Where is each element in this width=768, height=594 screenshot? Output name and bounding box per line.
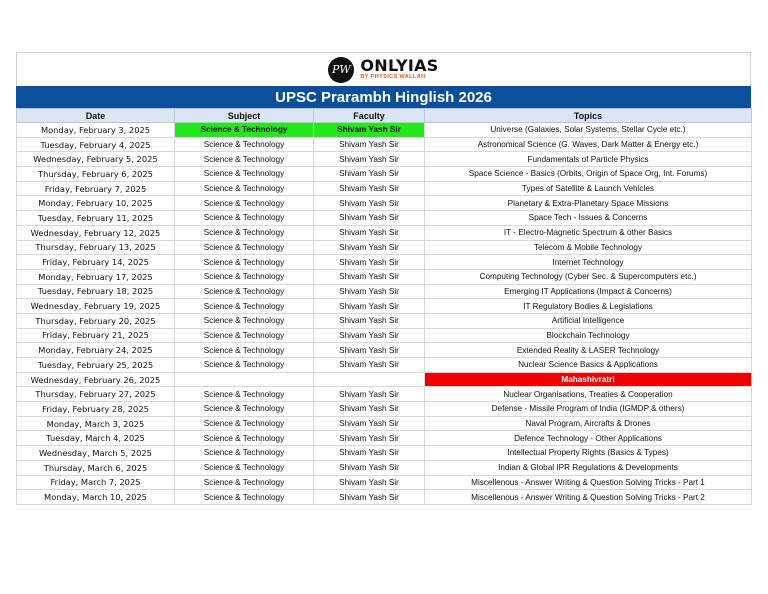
- topic-cell: Extended Reality & LASER Technology: [425, 343, 752, 358]
- topic-cell: Defense - Missile Program of India (IGMDP & others): [425, 402, 752, 417]
- subject-cell: Science & Technology: [175, 431, 314, 446]
- table-row: [17, 167, 752, 182]
- date-cell: Friday, February 14, 2025: [17, 255, 175, 270]
- topic-cell: Defence Technology - Other Applications: [425, 431, 752, 446]
- topic-cell: Space Tech - Issues & Concerns: [425, 211, 752, 226]
- table-header-row: [17, 109, 752, 123]
- subject-cell: [175, 372, 314, 387]
- subject-cell: Science & Technology: [175, 284, 314, 299]
- topic-cell: Blockchain Technology: [425, 328, 752, 343]
- topic-cell: Planetary & Extra-Planetary Space Missions: [425, 196, 752, 211]
- date-cell: Wednesday, March 5, 2025: [17, 446, 175, 461]
- topic-cell: IT Regulatory Bodies & Legislations: [425, 299, 752, 314]
- topic-cell: Astronomical Science (G. Waves, Dark Matter & Energy etc.): [425, 137, 752, 152]
- topic-cell: Emerging IT Applications (Impact & Concerns): [425, 284, 752, 299]
- date-cell: Tuesday, February 18, 2025: [17, 284, 175, 299]
- subject-cell: Science & Technology: [175, 123, 314, 138]
- faculty-cell: Shivam Yash Sir: [314, 446, 425, 461]
- subject-cell: Science & Technology: [175, 152, 314, 167]
- faculty-cell: Shivam Yash Sir: [314, 269, 425, 284]
- topic-cell: Intellectual Property Rights (Basics & Types): [425, 446, 752, 461]
- topic-cell: Miscellenous - Answer Writing & Question Solving Tricks - Part 1: [425, 475, 752, 490]
- faculty-cell: Shivam Yash Sir: [314, 387, 425, 402]
- topic-cell: Telecom & Mobile Technology: [425, 240, 752, 255]
- faculty-cell: Shivam Yash Sir: [314, 475, 425, 490]
- table-row: [17, 372, 752, 387]
- table-row: [17, 446, 752, 461]
- faculty-cell: Shivam Yash Sir: [314, 358, 425, 373]
- subject-cell: Science & Technology: [175, 343, 314, 358]
- subject-cell: Science & Technology: [175, 225, 314, 240]
- subject-cell: Science & Technology: [175, 402, 314, 417]
- subject-cell: Science & Technology: [175, 490, 314, 505]
- subject-cell: Science & Technology: [175, 211, 314, 226]
- date-cell: Wednesday, February 19, 2025: [17, 299, 175, 314]
- table-row: [17, 460, 752, 475]
- topic-cell: Space Science - Basics (Orbits, Origin of Space Org, Int. Forums): [425, 167, 752, 182]
- date-cell: Monday, February 10, 2025: [17, 196, 175, 211]
- faculty-cell: Shivam Yash Sir: [314, 152, 425, 167]
- date-cell: Monday, February 3, 2025: [17, 123, 175, 138]
- faculty-cell: Shivam Yash Sir: [314, 181, 425, 196]
- faculty-cell: Shivam Yash Sir: [314, 402, 425, 417]
- table-row: [17, 313, 752, 328]
- date-cell: Thursday, February 6, 2025: [17, 167, 175, 182]
- faculty-cell: Shivam Yash Sir: [314, 284, 425, 299]
- topic-cell: Miscellenous - Answer Writing & Question Solving Tricks - Part 2: [425, 490, 752, 505]
- table-row: [17, 343, 752, 358]
- subject-cell: Science & Technology: [175, 313, 314, 328]
- column-header-date: Date: [17, 109, 175, 123]
- column-header-subject: Subject: [175, 109, 314, 123]
- faculty-cell: Shivam Yash Sir: [314, 343, 425, 358]
- subject-cell: Science & Technology: [175, 299, 314, 314]
- faculty-cell: Shivam Yash Sir: [314, 137, 425, 152]
- subject-cell: Science & Technology: [175, 181, 314, 196]
- faculty-cell: Shivam Yash Sir: [314, 299, 425, 314]
- date-cell: Monday, March 3, 2025: [17, 416, 175, 431]
- topic-cell: Nuclear Organisations, Treaties & Cooperation: [425, 387, 752, 402]
- subject-cell: Science & Technology: [175, 387, 314, 402]
- table-row: [17, 490, 752, 505]
- faculty-cell: Shivam Yash Sir: [314, 225, 425, 240]
- schedule-sheet: [16, 52, 751, 505]
- table-row: [17, 137, 752, 152]
- topic-cell: IT - Electro-Magnetic Spectrum & other Basics: [425, 225, 752, 240]
- table-row: [17, 431, 752, 446]
- topic-cell: Universe (Galaxies, Solar Systems, Stellar Cycle etc.): [425, 123, 752, 138]
- table-row: [17, 387, 752, 402]
- date-cell: Monday, February 24, 2025: [17, 343, 175, 358]
- brand-name: ONLYIAS: [360, 56, 439, 76]
- schedule-table: [16, 108, 752, 505]
- table-row: [17, 358, 752, 373]
- date-cell: Wednesday, February 5, 2025: [17, 152, 175, 167]
- date-cell: Tuesday, March 4, 2025: [17, 431, 175, 446]
- faculty-cell: Shivam Yash Sir: [314, 240, 425, 255]
- topic-cell: Fundamentals of Particle Physics: [425, 152, 752, 167]
- topic-cell: Naval Program, Aircrafts & Drones: [425, 416, 752, 431]
- table-row: [17, 475, 752, 490]
- topic-cell: Nuclear Science Basics & Applications: [425, 358, 752, 373]
- table-row: [17, 299, 752, 314]
- topic-cell: Artificial Intelligence: [425, 313, 752, 328]
- table-row: [17, 284, 752, 299]
- subject-cell: Science & Technology: [175, 137, 314, 152]
- table-row: [17, 328, 752, 343]
- date-cell: Wednesday, February 12, 2025: [17, 225, 175, 240]
- topic-cell: Mahashivratri: [425, 372, 752, 387]
- topic-cell: Indian & Global IPR Regulations & Developments: [425, 460, 752, 475]
- subject-cell: Science & Technology: [175, 460, 314, 475]
- faculty-cell: Shivam Yash Sir: [314, 416, 425, 431]
- date-cell: Monday, February 17, 2025: [17, 269, 175, 284]
- faculty-cell: [314, 372, 425, 387]
- table-row: [17, 225, 752, 240]
- faculty-cell: Shivam Yash Sir: [314, 255, 425, 270]
- column-header-topics: Topics: [425, 109, 752, 123]
- subject-cell: Science & Technology: [175, 446, 314, 461]
- page-title: UPSC Prarambh Hinglish 2026: [16, 86, 751, 108]
- topic-cell: Internet Technology: [425, 255, 752, 270]
- date-cell: Friday, February 7, 2025: [17, 181, 175, 196]
- date-cell: Friday, February 28, 2025: [17, 402, 175, 417]
- subject-cell: Science & Technology: [175, 358, 314, 373]
- table-row: [17, 181, 752, 196]
- date-cell: Thursday, March 6, 2025: [17, 460, 175, 475]
- table-row: [17, 269, 752, 284]
- faculty-cell: Shivam Yash Sir: [314, 123, 425, 138]
- table-row: [17, 152, 752, 167]
- faculty-cell: Shivam Yash Sir: [314, 431, 425, 446]
- subject-cell: Science & Technology: [175, 475, 314, 490]
- subject-cell: Science & Technology: [175, 240, 314, 255]
- faculty-cell: Shivam Yash Sir: [314, 490, 425, 505]
- date-cell: Monday, March 10, 2025: [17, 490, 175, 505]
- brand-tagline: BY PHYSICS WALLAH: [360, 74, 426, 81]
- date-cell: Tuesday, February 4, 2025: [17, 137, 175, 152]
- subject-cell: Science & Technology: [175, 416, 314, 431]
- column-header-faculty: Faculty: [314, 109, 425, 123]
- date-cell: Tuesday, February 25, 2025: [17, 358, 175, 373]
- faculty-cell: Shivam Yash Sir: [314, 196, 425, 211]
- pw-logo-icon: PW: [328, 57, 354, 83]
- table-row: [17, 123, 752, 138]
- faculty-cell: Shivam Yash Sir: [314, 328, 425, 343]
- date-cell: Tuesday, February 11, 2025: [17, 211, 175, 226]
- faculty-cell: Shivam Yash Sir: [314, 211, 425, 226]
- faculty-cell: Shivam Yash Sir: [314, 460, 425, 475]
- subject-cell: Science & Technology: [175, 255, 314, 270]
- subject-cell: Science & Technology: [175, 328, 314, 343]
- topic-cell: Computing Technology (Cyber Sec. & Supercomputers etc.): [425, 269, 752, 284]
- table-row: [17, 196, 752, 211]
- logo-row: [16, 52, 751, 86]
- date-cell: Thursday, February 20, 2025: [17, 313, 175, 328]
- subject-cell: Science & Technology: [175, 196, 314, 211]
- date-cell: Friday, March 7, 2025: [17, 475, 175, 490]
- brand-logo: [360, 58, 438, 81]
- date-cell: Thursday, February 27, 2025: [17, 387, 175, 402]
- table-row: [17, 240, 752, 255]
- faculty-cell: Shivam Yash Sir: [314, 167, 425, 182]
- date-cell: Thursday, February 13, 2025: [17, 240, 175, 255]
- topic-cell: Types of Satellite & Launch Vehicles: [425, 181, 752, 196]
- table-row: [17, 255, 752, 270]
- table-row: [17, 416, 752, 431]
- date-cell: Wednesday, February 26, 2025: [17, 372, 175, 387]
- table-row: [17, 211, 752, 226]
- table-row: [17, 402, 752, 417]
- subject-cell: Science & Technology: [175, 167, 314, 182]
- date-cell: Friday, February 21, 2025: [17, 328, 175, 343]
- subject-cell: Science & Technology: [175, 269, 314, 284]
- faculty-cell: Shivam Yash Sir: [314, 313, 425, 328]
